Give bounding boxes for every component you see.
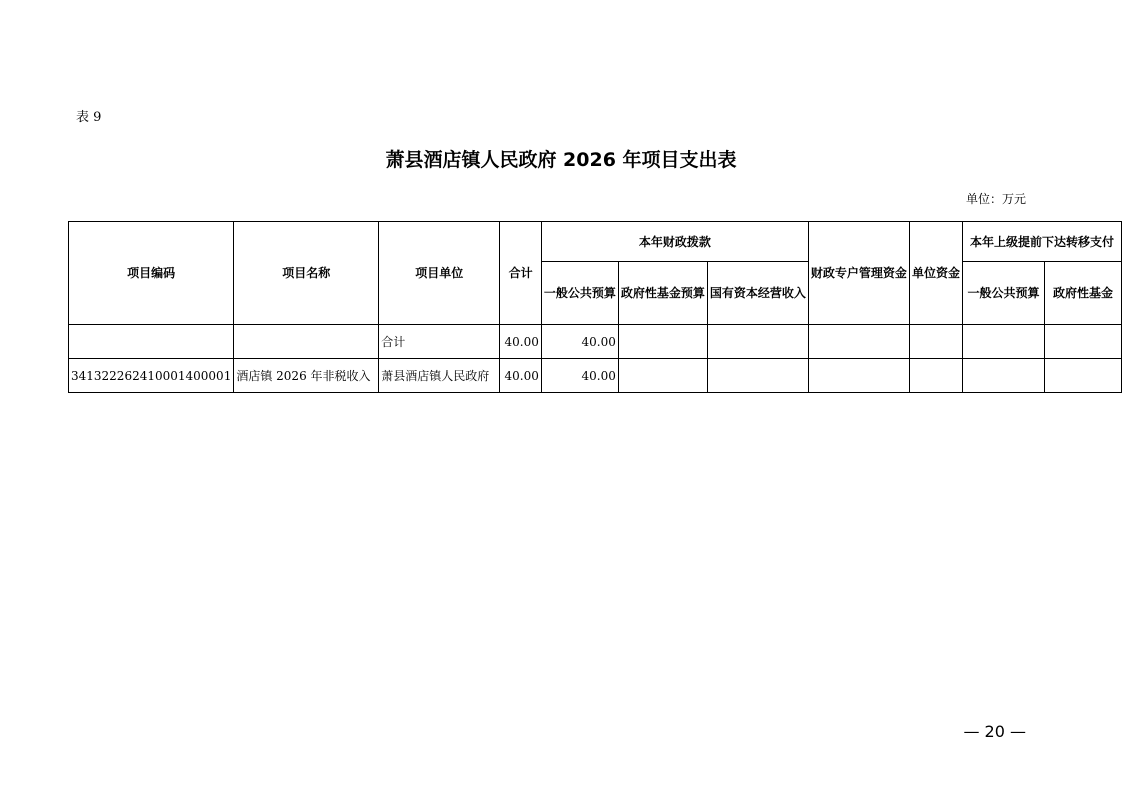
cell-unit: 萧县酒店镇人民政府 bbox=[379, 359, 500, 393]
cell-code bbox=[69, 325, 234, 359]
cell-general-budget: 40.00 bbox=[541, 325, 618, 359]
cell-state-capital bbox=[707, 325, 808, 359]
page-number: — 20 — bbox=[963, 722, 1026, 741]
table-row-total bbox=[69, 325, 1122, 359]
table-row bbox=[69, 359, 1122, 393]
cell-unit-fund bbox=[909, 325, 962, 359]
header-general-budget: 一般公共预算 bbox=[541, 262, 618, 325]
cell-state-capital bbox=[707, 359, 808, 393]
header-project-name: 项目名称 bbox=[234, 222, 379, 325]
cell-transfer-gov-fund bbox=[1045, 325, 1122, 359]
cell-name bbox=[234, 325, 379, 359]
table-number-label: 表 9 bbox=[76, 110, 102, 125]
header-appropriation-group: 本年财政拨款 bbox=[541, 222, 808, 262]
cell-general-budget: 40.00 bbox=[541, 359, 618, 393]
header-transfer-gov-fund: 政府性基金 bbox=[1045, 262, 1122, 325]
cell-transfer-general bbox=[962, 359, 1044, 393]
document-title: 萧县酒店镇人民政府 2026 年项目支出表 bbox=[385, 149, 737, 171]
cell-transfer-general bbox=[962, 325, 1044, 359]
cell-gov-fund bbox=[618, 325, 707, 359]
cell-transfer-gov-fund bbox=[1045, 359, 1122, 393]
cell-unit-fund bbox=[909, 359, 962, 393]
header-state-capital: 国有资本经营收入 bbox=[707, 262, 808, 325]
header-transfer-general: 一般公共预算 bbox=[962, 262, 1044, 325]
cell-special-fund bbox=[808, 359, 909, 393]
cell-name: 酒店镇 2026 年非税收入 bbox=[234, 359, 379, 393]
cell-gov-fund bbox=[618, 359, 707, 393]
project-expenditure-table bbox=[68, 221, 1122, 393]
cell-total: 40.00 bbox=[500, 359, 542, 393]
unit-note: 单位：万元 bbox=[965, 192, 1026, 206]
header-total: 合计 bbox=[500, 222, 542, 325]
cell-unit: 合计 bbox=[379, 325, 500, 359]
header-gov-fund: 政府性基金预算 bbox=[618, 262, 707, 325]
header-transfer-group: 本年上级提前下达转移支付 bbox=[962, 222, 1121, 262]
header-project-unit: 项目单位 bbox=[379, 222, 500, 325]
header-unit-fund: 单位资金 bbox=[909, 222, 962, 325]
header-special-fund: 财政专户管理资金 bbox=[808, 222, 909, 325]
cell-code: 341322262410001400001 bbox=[69, 359, 234, 393]
cell-special-fund bbox=[808, 325, 909, 359]
header-project-code: 项目编码 bbox=[69, 222, 234, 325]
cell-total: 40.00 bbox=[500, 325, 542, 359]
